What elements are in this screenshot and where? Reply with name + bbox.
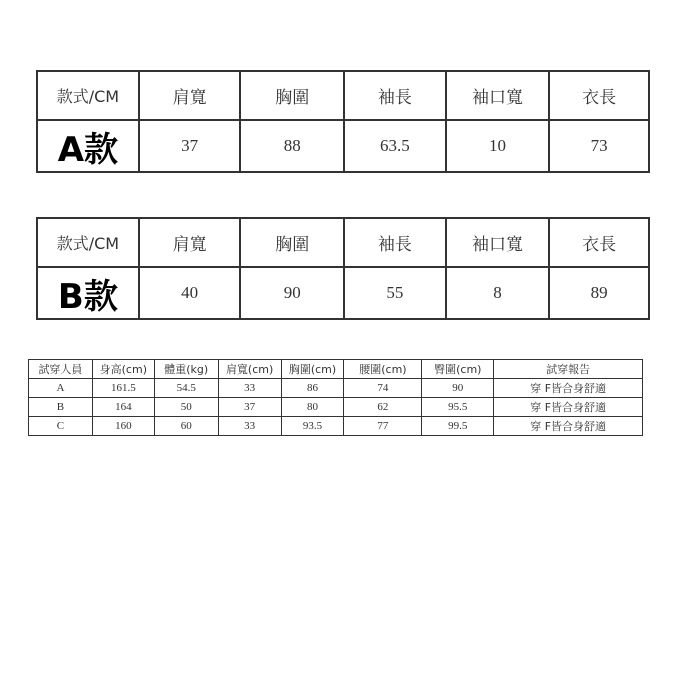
- header-tester: 試穿人員: [29, 360, 93, 379]
- fitting-header-row: [29, 360, 643, 379]
- header-hip: 臀圍(cm): [422, 360, 494, 379]
- size-table-header-row: [37, 218, 649, 267]
- value-chest: 88: [240, 120, 344, 172]
- corner-label: 款式/CM: [37, 218, 139, 267]
- header-shoulder-width: 肩寬: [139, 218, 241, 267]
- header-chest: 胸圍: [240, 71, 344, 120]
- value-cuff-width: 8: [446, 267, 550, 319]
- shoulder-value: 33: [218, 379, 281, 398]
- header-chest: 胸圍(cm): [281, 360, 344, 379]
- tester-name: A: [29, 379, 93, 398]
- tester-name: C: [29, 417, 93, 436]
- header-sleeve-length: 袖長: [344, 218, 446, 267]
- waist-value: 62: [344, 398, 422, 417]
- header-height: 身高(cm): [92, 360, 154, 379]
- value-cuff-width: 10: [446, 120, 550, 172]
- value-shoulder-width: 40: [139, 267, 241, 319]
- height-value: 161.5: [92, 379, 154, 398]
- waist-value: 77: [344, 417, 422, 436]
- hip-value: 99.5: [422, 417, 494, 436]
- weight-value: 54.5: [154, 379, 218, 398]
- header-shoulder-width: 肩寬: [139, 71, 241, 120]
- value-chest: 90: [240, 267, 344, 319]
- header-shoulder: 肩寬(cm): [218, 360, 281, 379]
- header-garment-length: 衣長: [549, 71, 649, 120]
- report-text: 穿 F皆合身舒適: [494, 379, 643, 398]
- header-fitting-report: 試穿報告: [494, 360, 643, 379]
- value-sleeve-length: 63.5: [344, 120, 446, 172]
- header-weight: 體重(kg): [154, 360, 218, 379]
- weight-value: 50: [154, 398, 218, 417]
- header-waist: 腰圍(cm): [344, 360, 422, 379]
- header-garment-length: 衣長: [549, 218, 649, 267]
- value-sleeve-length: 55: [344, 267, 446, 319]
- hip-value: 90: [422, 379, 494, 398]
- weight-value: 60: [154, 417, 218, 436]
- table-row: [29, 379, 643, 398]
- table-row: [29, 398, 643, 417]
- chest-value: 93.5: [281, 417, 344, 436]
- fitting-report-table: [28, 359, 643, 436]
- size-table-header-row: [37, 71, 649, 120]
- height-value: 164: [92, 398, 154, 417]
- report-text: 穿 F皆合身舒適: [494, 417, 643, 436]
- hip-value: 95.5: [422, 398, 494, 417]
- corner-label: 款式/CM: [37, 71, 139, 120]
- size-table-value-row: [37, 267, 649, 319]
- table-row: [29, 417, 643, 436]
- value-shoulder-width: 37: [139, 120, 241, 172]
- header-sleeve-length: 袖長: [344, 71, 446, 120]
- chest-value: 80: [281, 398, 344, 417]
- size-table-value-row: [37, 120, 649, 172]
- style-name: A款: [37, 120, 139, 172]
- chest-value: 86: [281, 379, 344, 398]
- header-chest: 胸圍: [240, 218, 344, 267]
- style-name: B款: [37, 267, 139, 319]
- size-table-a: [36, 70, 650, 173]
- shoulder-value: 37: [218, 398, 281, 417]
- shoulder-value: 33: [218, 417, 281, 436]
- value-garment-length: 89: [549, 267, 649, 319]
- tester-name: B: [29, 398, 93, 417]
- value-garment-length: 73: [549, 120, 649, 172]
- height-value: 160: [92, 417, 154, 436]
- header-cuff-width: 袖口寬: [446, 218, 550, 267]
- size-table-b: [36, 217, 650, 320]
- waist-value: 74: [344, 379, 422, 398]
- header-cuff-width: 袖口寬: [446, 71, 550, 120]
- report-text: 穿 F皆合身舒適: [494, 398, 643, 417]
